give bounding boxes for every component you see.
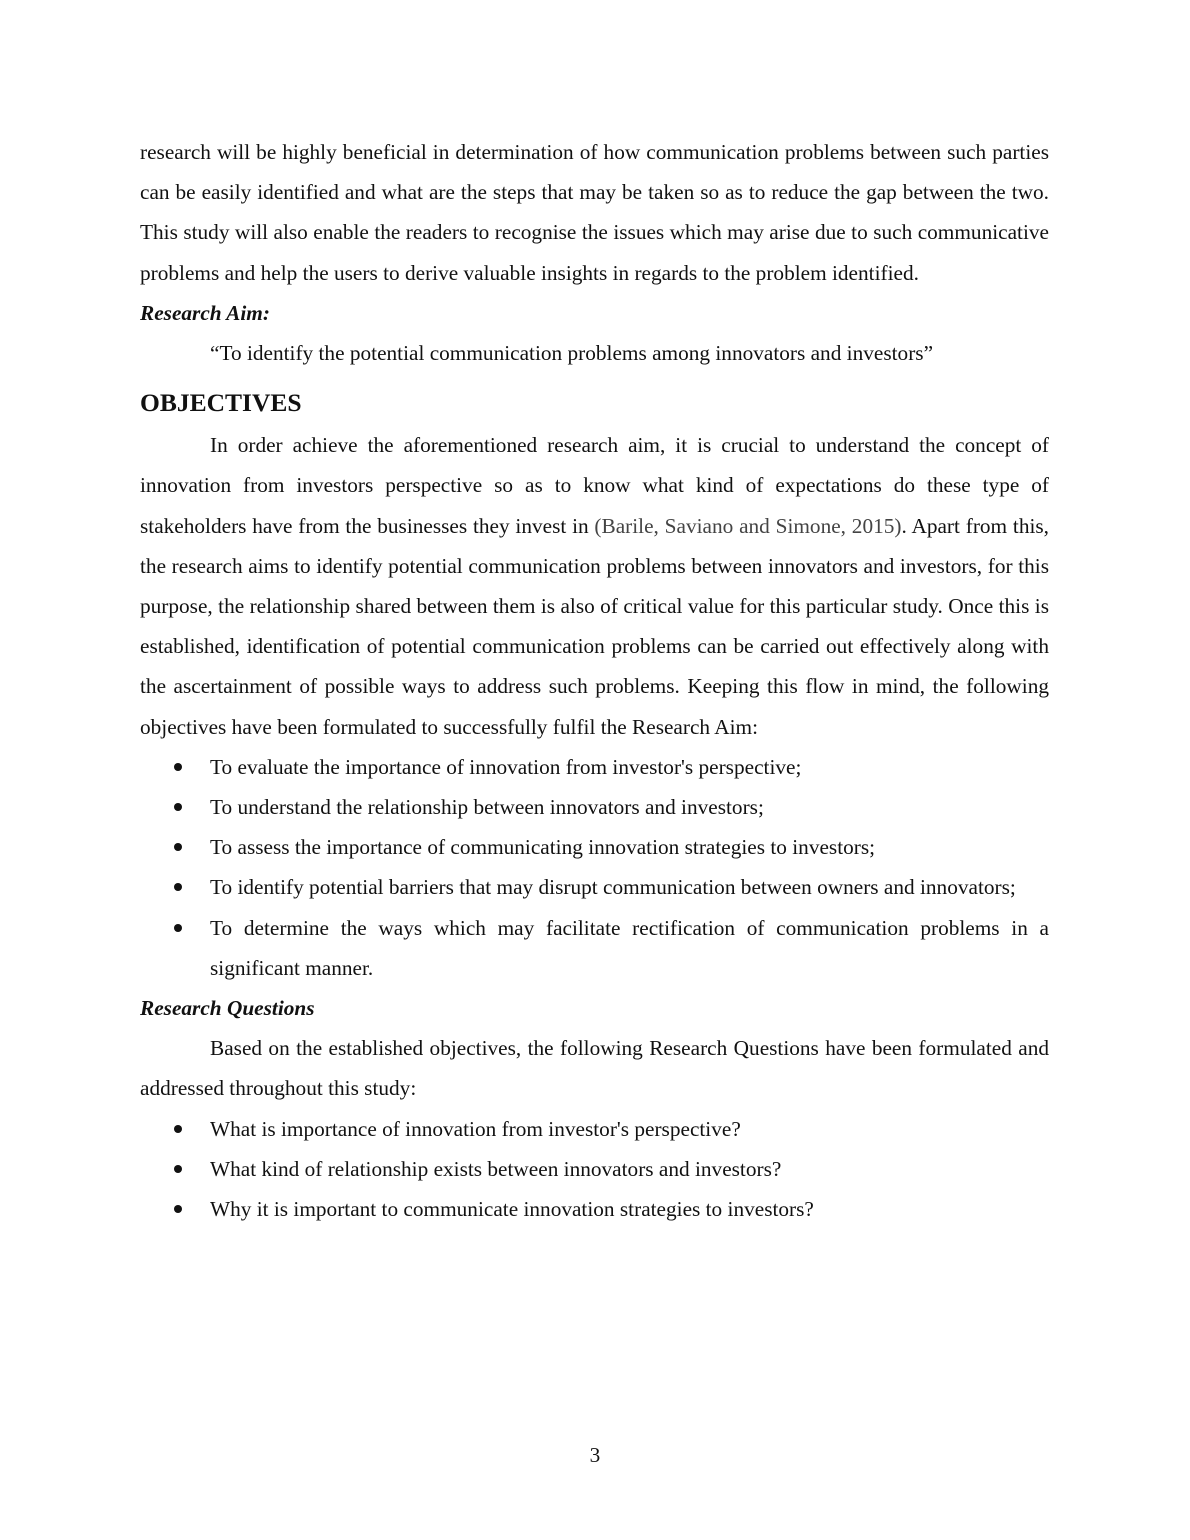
- question-text: Why it is important to communicate innovation strategies to investors?: [210, 1197, 814, 1222]
- question-text: What kind of relationship exists between innovators and investors?: [210, 1156, 782, 1181]
- document-page: [140, 132, 1049, 1229]
- objectives-text-part-2: . Apart from this, the research aims to identify potential communication problems between innovators and investors, for this purpose, the relationship shared between them is also of critical value for this particular study. Once this is established, identification of potential communication problems can be carried out effectively along with the ascertainment of possible ways to address such problems. Keeping this flow in mind, the following objectives have been formulated to successfully fulfil the Research Aim:: [140, 513, 1050, 739]
- objectives-text-part-1: In order achieve the aforementioned research aim, it is crucial to understand the concept of innovation from investors perspective so as to know what kind of expectations do these type of stakeholders have from the businesses they invest in: [140, 433, 1049, 538]
- objective-item: [140, 827, 1049, 867]
- objective-item: [140, 747, 1049, 787]
- objective-item: [140, 867, 1049, 907]
- bullet-icon: [174, 883, 182, 891]
- objectives-paragraph: [140, 425, 1049, 747]
- citation: (Barile, Saviano and Simone, 2015): [594, 513, 902, 538]
- bullet-icon: [174, 763, 182, 771]
- bullet-icon: [174, 1205, 182, 1213]
- intro-paragraph: research will be highly beneficial in determination of how communication problems between such parties can be easily identified and what are the steps that may be taken so as to reduce the gap between the two. This study will also enable the readers to recognise the issues which may arise due to such communicative problems and help the users to derive valuable insights in regards to the problem identified.: [140, 140, 1049, 285]
- question-item: [140, 1109, 1049, 1149]
- objectives-heading: OBJECTIVES: [140, 388, 302, 418]
- research-questions-heading: Research Questions: [140, 996, 315, 1021]
- bullet-icon: [174, 924, 182, 932]
- objectives-list: [140, 747, 1049, 988]
- research-aim-heading: Research Aim:: [140, 300, 270, 325]
- objective-text: To identify potential barriers that may disrupt communication between owners and innovators;: [210, 875, 1016, 900]
- question-item: [140, 1189, 1049, 1229]
- research-aim-quote: “To identify the potential communication problems among innovators and investors”: [210, 341, 934, 366]
- page-number: 3: [589, 1443, 601, 1467]
- objective-text: To understand the relationship between innovators and investors;: [210, 795, 764, 820]
- bullet-icon: [174, 1165, 182, 1173]
- question-text: What is importance of innovation from investor's perspective?: [210, 1116, 741, 1141]
- objective-item: [140, 787, 1049, 827]
- bullet-icon: [174, 803, 182, 811]
- objective-item: [140, 908, 1049, 988]
- bullet-icon: [174, 843, 182, 851]
- objective-text: To assess the importance of communicating innovation strategies to investors;: [210, 835, 876, 860]
- bullet-icon: [174, 1125, 182, 1133]
- objective-text: To evaluate the importance of innovation from investor's perspective;: [210, 754, 802, 779]
- research-questions-list: [140, 1109, 1049, 1230]
- objective-text: To determine the ways which may facilitate rectification of communication problems in a significant manner.: [210, 915, 1049, 980]
- research-questions-intro: Based on the established objectives, the following Research Questions have been formulated and addressed throughout this study:: [140, 1036, 1049, 1101]
- question-item: [140, 1149, 1049, 1189]
